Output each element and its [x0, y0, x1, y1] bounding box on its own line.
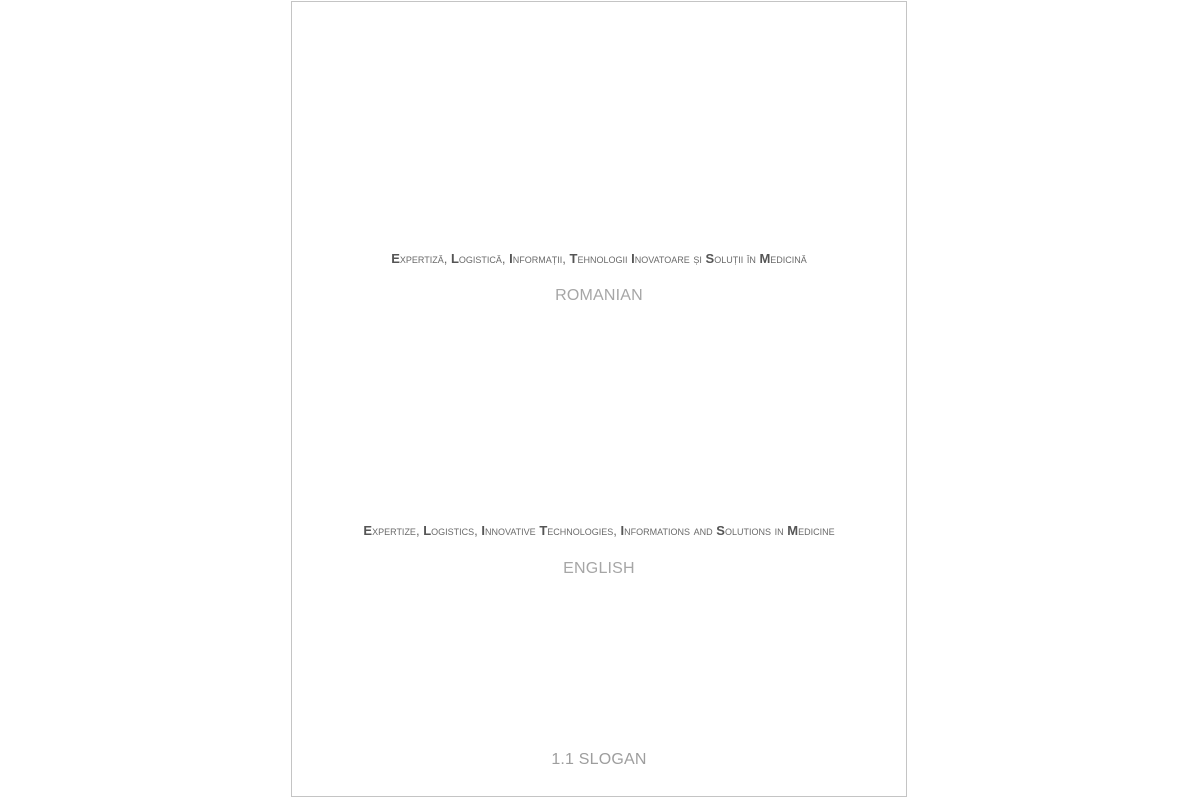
romanian-language-label: ROMANIAN	[555, 287, 643, 304]
english-slogan: Expertize, Logistics, Innovative Technologies, Informations and Solutions in Medicine	[363, 523, 835, 538]
section-title: 1.1 SLOGAN	[551, 751, 647, 768]
document-page	[291, 1, 907, 797]
english-language-label: ENGLISH	[563, 560, 635, 577]
romanian-slogan: Expertiză, Logistică, Informații, Tehnologii Inovatoare și Soluții în Medicină	[391, 251, 807, 266]
